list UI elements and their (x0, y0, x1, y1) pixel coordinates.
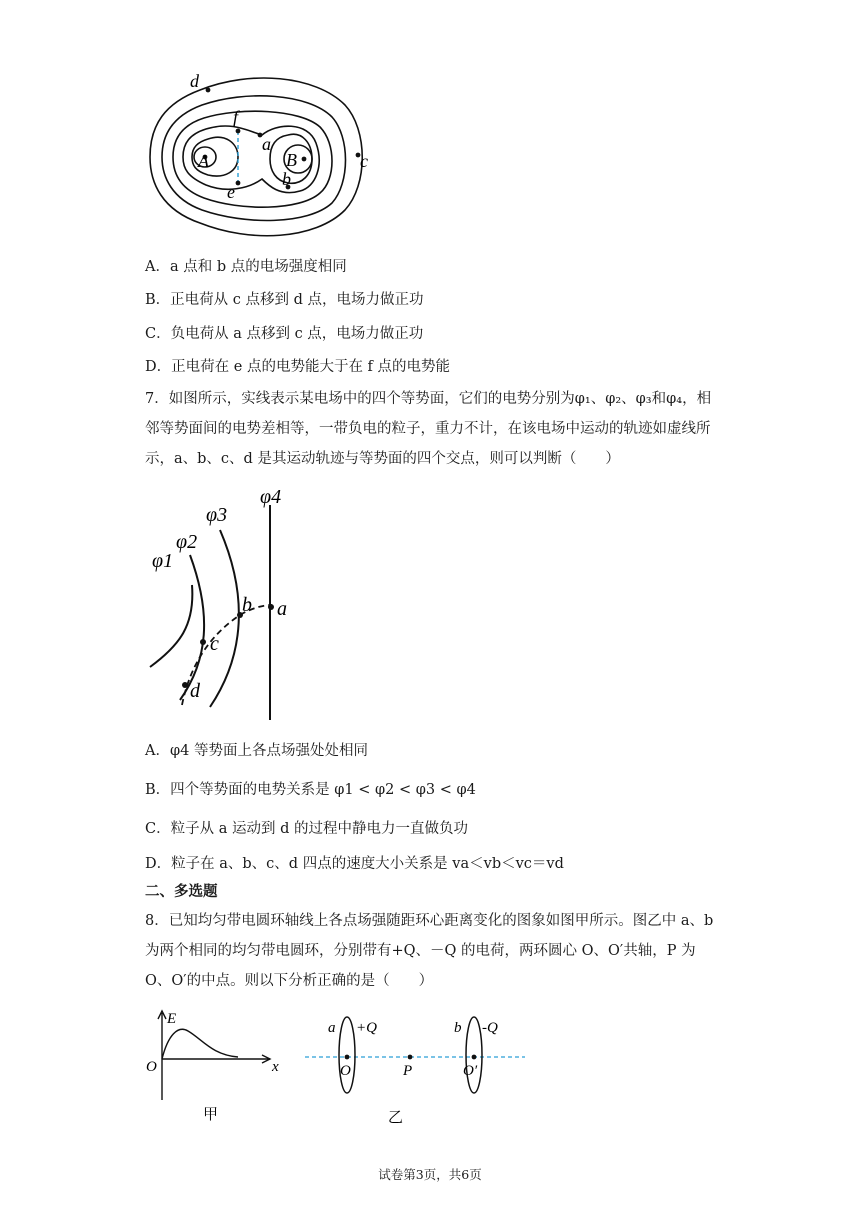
label-f: f (233, 107, 239, 127)
q7-option-a: A．φ4 等势面上各点场强处处相同 (145, 743, 368, 759)
q8-stem: 8．已知均匀带电圆环轴线上各点场强随距环心距离变化的图象如图甲所示。图乙中 a、b 为两个相同的均匀带电圆环，分别带有+Q、－Q 的电荷，两环圆心 O、O′共轴，P 为 O、O′的中点。则以下分析正确的是（ ） (145, 913, 714, 989)
label-d: d (190, 71, 199, 91)
q6-option-b: B．正电荷从 c 点移到 d 点，电场力做正功 (145, 292, 424, 308)
label-d: d (190, 680, 200, 702)
label-a: a (277, 598, 287, 620)
q6-option-c: C．负电荷从 a 点移到 c 点，电场力做正功 (145, 326, 424, 342)
graph-label-x: x (272, 1059, 279, 1075)
label-a: a (262, 134, 271, 154)
rings-figure (300, 1010, 530, 1125)
label-c: c (360, 151, 368, 171)
label-b: b (282, 169, 291, 189)
equipotential-figure-2 (140, 485, 310, 730)
graph-label-O: O (146, 1059, 157, 1075)
ring-label-a: a (328, 1020, 336, 1036)
label-b: b (242, 594, 252, 616)
ring-label-o: O (340, 1063, 351, 1079)
ring-label-b: b (454, 1020, 462, 1036)
q7-option-c: C．粒子从 a 运动到 d 的过程中静电力一直做负功 (145, 821, 468, 837)
graph-caption: 甲 (203, 1105, 219, 1123)
label-A: A (198, 151, 209, 171)
rings-caption: 乙 (388, 1108, 404, 1125)
q7-option-d: D．粒子在 a、b、c、d 四点的速度大小关系是 va＜vb＜vc＝vd (145, 856, 564, 872)
equipotential-figure-1 (140, 65, 380, 245)
ring-label-p: P (403, 1063, 413, 1079)
label-phi3: φ3 (206, 504, 228, 526)
q7-option-b: B．四个等势面的电势关系是 φ1 < φ2 < φ3 < φ4 (145, 782, 476, 798)
label-c: c (210, 633, 219, 655)
field-graph (140, 1005, 290, 1125)
graph-label-E: E (167, 1011, 177, 1027)
ring-label-minus-q: -Q (482, 1020, 498, 1036)
label-phi4: φ4 (260, 486, 282, 508)
q7-stem: 7．如图所示，实线表示某电场中的四个等势面，它们的电势分别为φ₁、φ₂、φ₃和φ₄，相邻等势面间的电势差相等，一带负电的粒子，重力不计，在该电场中运动的轨迹如虚线所示，a、b、c、d 是其运动轨迹与等势面的四个交点，则可以判断（ ） (145, 391, 712, 467)
q6-option-a: A．a 点和 b 点的电场强度相同 (145, 259, 347, 275)
label-e: e (227, 182, 235, 202)
page-footer: 试卷第3页，共6页 (378, 1167, 482, 1182)
q6-option-d: D．正电荷在 e 点的电势能大于在 f 点的电势能 (145, 359, 451, 375)
ring-label-o-prime: O′ (463, 1063, 478, 1079)
section-title: 二、多选题 (145, 883, 218, 900)
label-phi1: φ1 (152, 550, 174, 572)
label-phi2: φ2 (176, 531, 198, 553)
label-B: B (286, 150, 297, 170)
ring-label-plus-q: +Q (356, 1020, 377, 1036)
